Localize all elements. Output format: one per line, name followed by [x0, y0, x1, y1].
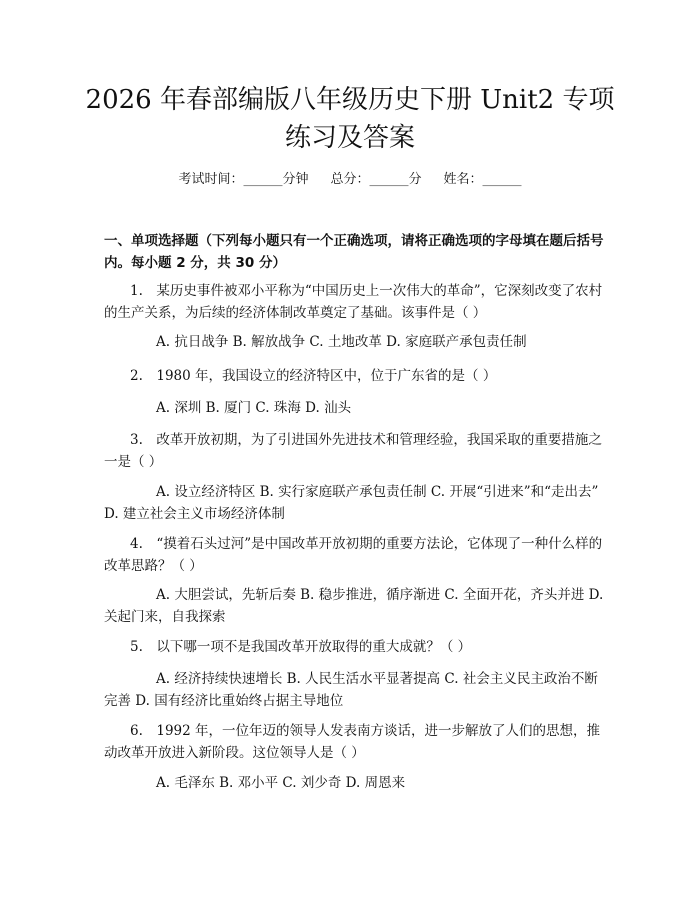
question-options-3: A. 设立经济特区 B. 实行家庭联产承包责任制 C. 开展“引进来”和“走出去” D. 建立社会主义市场经济体制	[104, 484, 599, 522]
exam-meta	[0, 170, 700, 190]
question-stem-5: 5. 以下哪一项不是我国改革开放取得的重大成就？（ ）	[130, 639, 472, 655]
question-options-6: A. 毛泽东 B. 邓小平 C. 刘少奇 D. 周恩来	[156, 775, 406, 791]
question-stem-3: 3. 改革开放初期，为了引进国外先进技术和管理经验，我国采取的重要措施之一是（ ）	[104, 432, 602, 470]
question-options-2: A. 深圳 B. 厦门 C. 珠海 D. 汕头	[156, 400, 352, 416]
total-score-label: 总分：______分	[330, 172, 422, 187]
page-title-line-1: 2026 年春部编版八年级历史下册 Unit2 专项	[85, 85, 615, 115]
exam-time-label: 考试时间：______分钟	[178, 172, 309, 187]
question-stem-2: 2. 1980 年，我国设立的经济特区中，位于广东省的是（ ）	[130, 368, 497, 384]
question-stem-1: 1. 某历史事件被邓小平称为“中国历史上一次伟大的革命”，它深刻改变了农村的生产关系，为后续的经济体制改革奠定了基础。该事件是（ ）	[104, 283, 603, 321]
question-options-4: A. 大胆尝试，先斩后奏 B. 稳步推进，循序渐进 C. 全面开花，齐头并进 D. 关起门来，自我探索	[104, 587, 604, 625]
page-title-line-2: 练习及答案	[284, 123, 415, 153]
question-stem-6: 6. 1992 年，一位年迈的领导人发表南方谈话，进一步解放了人们的思想，推动改革开放进入新阶段。这位领导人是（ ）	[104, 723, 601, 761]
student-name-label: 姓名：______	[443, 172, 522, 187]
question-options-1: A. 抗日战争 B. 解放战争 C. 土地改革 D. 家庭联产承包责任制	[156, 334, 527, 350]
section-heading: 一、单项选择题（下列每小题只有一个正确选项，请将正确选项的字母填在题后括号内。每小题 2 分，共 30 分）	[104, 233, 604, 271]
question-stem-4: 4. “摸着石头过河”是中国改革开放初期的重要方法论，它体现了一种什么样的改革思路？（ ）	[104, 536, 603, 574]
question-options-5: A. 经济持续快速增长 B. 人民生活水平显著提高 C. 社会主义民主政治不断完善 D. 国有经济比重始终占据主导地位	[104, 671, 598, 709]
